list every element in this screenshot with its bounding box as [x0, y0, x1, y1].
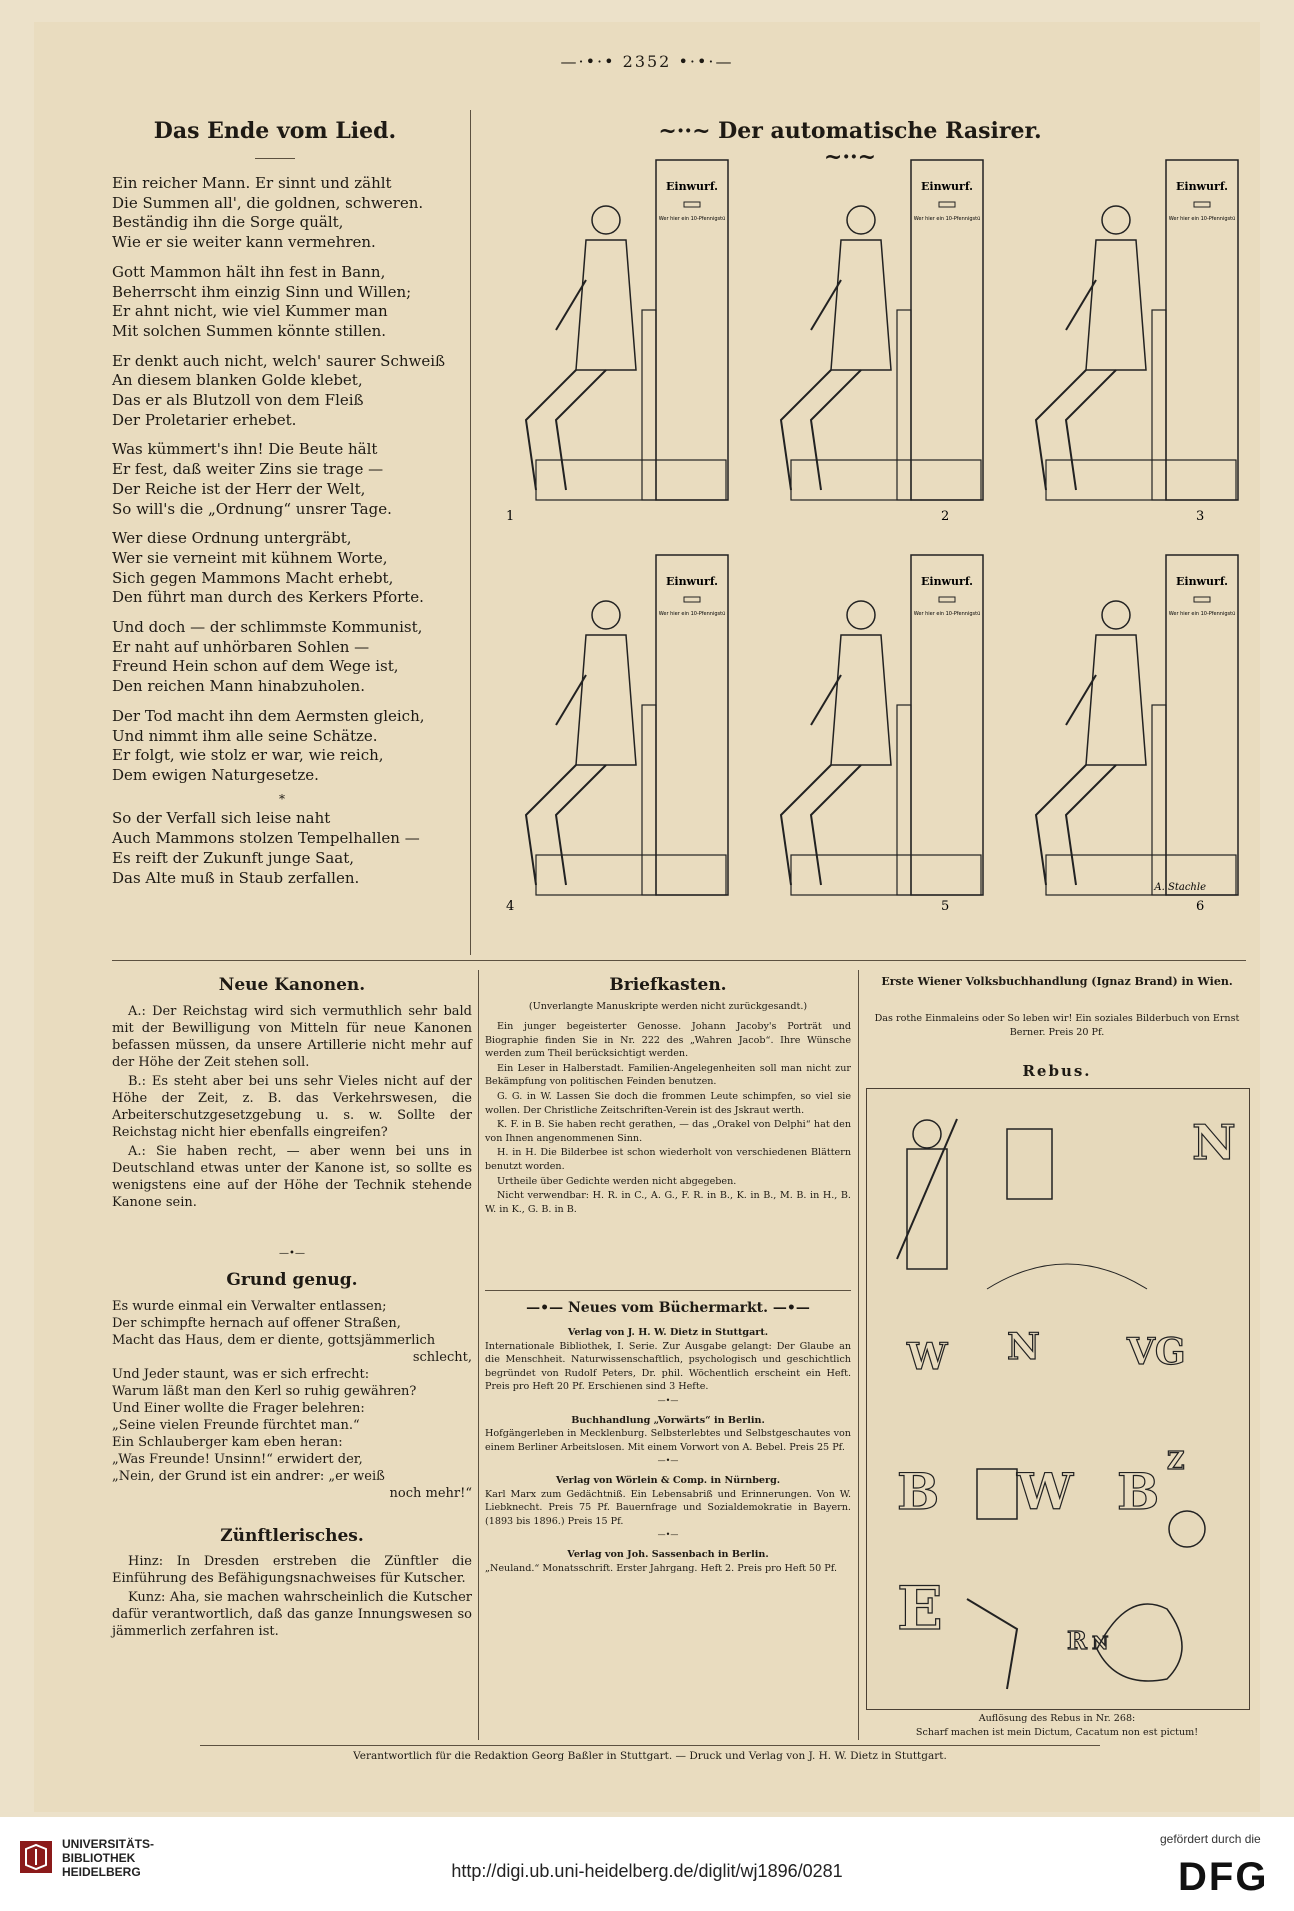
verse-line: Und Einer wollte die Frager belehren:: [112, 1401, 365, 1416]
briefkasten-body: [485, 1020, 851, 1217]
poem-separator: *: [279, 791, 285, 806]
poem-title: Das Ende vom Lied.: [153, 118, 397, 144]
verse-line: „Was Freunde! Unsinn!“ erwidert der,: [112, 1452, 363, 1467]
machine-instructions: Wer hier ein 10-Pfennigstü: [913, 216, 981, 222]
letter-entry: Ein junger begeisterter Genosse. Johann Jacoby's Porträt und Biographie finden Sie in Nr. 222 des „Wahren Jacob“. Ihre Wünsche werden zum Theil berücksichtigt werden.: [485, 1021, 851, 1060]
man-body: [831, 635, 891, 765]
man-body: [1086, 240, 1146, 370]
man-head: [1102, 601, 1130, 629]
letter-entry: H. in H. Die Bilderbee ist schon wiederholt von verschiedenen Blättern benutzt worden.: [485, 1147, 851, 1172]
paragraph: A.: Der Reichstag wird sich vermuthlich sehr bald mit der Bewilligung von Mitteln für neue Kanonen befassen müssen, da unsere Artillerie nicht mehr auf der Höhe der Zeit stehen soll.: [112, 1004, 472, 1070]
machine-instructions: Wer hier ein 10-Pfennigstü: [1168, 216, 1236, 222]
shaving-machine: [911, 160, 983, 500]
rebus-letter: Z: [1167, 1446, 1185, 1475]
machine-seat-back: [1152, 705, 1166, 895]
poem-line: Sich gegen Mammons Macht erhebt,: [112, 568, 394, 587]
rebus-letter: B: [897, 1462, 940, 1521]
rebus-letter: W: [1017, 1462, 1074, 1521]
machine-instructions: Wer hier ein 10-Pfennigstü: [658, 216, 726, 222]
man-leg: [1066, 765, 1116, 885]
zuenftler-title: Zünftlerisches.: [220, 1526, 364, 1546]
man-body: [831, 240, 891, 370]
machine-label: Einwurf.: [1176, 180, 1228, 193]
verse-line: „Seine vielen Freunde fürchtet man.“: [112, 1418, 360, 1433]
poem-line: An diesem blanken Golde klebet,: [112, 371, 363, 390]
briefkasten-subtitle: (Unverlangte Manuskripte werden nicht zurückgesandt.): [528, 1001, 808, 1012]
cartoon-panels: [476, 145, 1256, 950]
publisher-entry: „Neuland.“ Monatsschrift. Erster Jahrgang. Heft 2. Preis pro Heft 50 Pf.: [485, 1562, 838, 1574]
university-logo-text: UNIVERSITÄTS- BIBLIOTHEK HEIDELBERG: [62, 1837, 155, 1879]
soldier-figure: [907, 1149, 947, 1269]
letter-entry: Nicht verwendbar: H. R. in C., A. G., F. R. in B., K. in B., M. B. in H., B. W. in K., G. B. in B.: [485, 1190, 851, 1215]
poem-line: Auch Mammons stolzen Tempelhallen —: [112, 829, 420, 848]
man-body: [576, 240, 636, 370]
man-head: [1102, 206, 1130, 234]
poem-line: Mit solchen Summen könnte stillen.: [112, 321, 387, 340]
man-leg: [556, 370, 606, 490]
poem-line: Er fest, daß weiter Zins sie trage —: [112, 460, 384, 479]
zuenftler-body: [112, 1553, 472, 1642]
poem-line: Beständig ihn die Sorge quält,: [112, 213, 344, 232]
cartoon-title: ~··~ Der automatische Rasirer. ~··~: [658, 118, 1042, 170]
rifle: [897, 1119, 957, 1259]
panel-number: 2: [941, 509, 950, 524]
rebus-solution: Scharf machen ist mein Dictum, Cacatum non est pictum!: [915, 1727, 1199, 1738]
publisher-heading: Verlag von Wörlein & Comp. in Nürnberg.: [555, 1474, 781, 1486]
panel-number: 3: [1196, 509, 1205, 524]
publisher-entry: Karl Marx zum Gedächtniß. Ein Lebensabriß und Erinnerungen. Von W. Liebknecht. Preis 75 Pf. Bauernfrage und Sozialdemokratie in Bayern. (1893 bis 1896.) Preis 15 Pf.: [485, 1488, 851, 1527]
poem-line: Er denkt auch nicht, welch' saurer Schweiß: [112, 351, 446, 370]
rebus-solution-label: Auflösung des Rebus in Nr. 268:: [978, 1713, 1136, 1724]
verse-line: noch mehr!“: [389, 1486, 472, 1501]
letter-entry: G. G. in W. Lassen Sie doch die frommen Leute schimpfen, so viel sie wollen. Der Christliche Zeitschriften-Verein ist des Jskraut werth.: [485, 1090, 851, 1116]
poem-line: Es reift der Zukunft junge Saat,: [112, 848, 355, 867]
man-body: [576, 635, 636, 765]
machine-label: Einwurf.: [1176, 575, 1228, 588]
panel-number: 4: [506, 899, 515, 914]
publisher-heading: Buchhandlung „Vorwärts“ in Berlin.: [571, 1414, 765, 1426]
machine-seat-back: [897, 310, 911, 500]
rebus-letter: VG: [1127, 1331, 1186, 1373]
panel-number: 6: [1196, 899, 1205, 914]
cartoon-svg: [476, 145, 1256, 950]
machine-instructions: Wer hier ein 10-Pfennigstü: [1168, 611, 1236, 617]
poem-stanza: [112, 618, 452, 697]
rebus-letter: R: [1067, 1626, 1087, 1655]
poem-line: So will's die „Ordnung“ unsrer Tage.: [112, 499, 392, 518]
publisher-heading: Verlag von J. H. W. Dietz in Stuttgart.: [567, 1327, 769, 1338]
artist-signature: A. Stachle: [1154, 882, 1206, 893]
page-number: —·•·• 2352 •·•·—: [560, 52, 734, 71]
poem-stanza: [112, 707, 452, 786]
verse-line: schlecht,: [412, 1350, 472, 1365]
paragraph: Hinz: In Dresden erstreben die Zünftler die Einführung des Befähigungsnachweises für Kutscher.: [112, 1554, 472, 1586]
poem-stanza: [112, 809, 452, 888]
briefkasten-title: Briefkasten.: [609, 975, 727, 995]
rebus-letter: N: [1192, 1115, 1236, 1171]
poem-line: Und nimmt ihm alle seine Schätze.: [112, 726, 378, 745]
poem-line: Der Reiche ist der Herr der Welt,: [112, 479, 366, 498]
machine-seat-back: [642, 310, 656, 500]
man-leg: [1036, 765, 1086, 885]
publisher-entry: Hofgängerleben in Mecklenburg. Selbsterlebtes und Selbstgeschautes von einem Berliner Arbeitslosen. Mit einem Vorwort von A. Bebel. Preis 25 Pf.: [485, 1428, 851, 1453]
man-leg: [526, 765, 576, 885]
machine-seat-back: [897, 705, 911, 895]
rebus-letter: B: [1117, 1462, 1160, 1521]
imprint: Verantwortlich für die Redaktion Georg Baßler in Stuttgart. — Druck und Verlag von J. H. W. Dietz in Stuttgart.: [353, 1750, 947, 1762]
shaving-machine: [911, 555, 983, 895]
poem-line: Der Proletarier erhebet.: [112, 410, 297, 429]
wiener-text: Das rothe Einmaleins oder So leben wir! Ein soziales Bilderbuch von Ernst Berner. Preis 20 Pf.: [874, 1013, 1240, 1038]
poem-stanza: [112, 352, 452, 431]
man-leg: [781, 765, 831, 885]
publisher-entry: Internationale Bibliothek, I. Serie. Zur Ausgabe gelangt: Der Glaube an die Menschheit. Naturwissenschaftlich, psychologisch und geschichtlich begründet von Rudolf Peters, Dr. phil. Wöchentlich erscheint ein Heft. Preis pro Heft 20 Pf. Erschienen sind 3 Hefte.: [485, 1340, 851, 1393]
poem-line: Er ahnt nicht, wie viel Kummer man: [112, 302, 388, 321]
rebus-title: Rebus.: [1022, 1062, 1092, 1080]
machine-seat-back: [1152, 310, 1166, 500]
publisher-heading: Verlag von Joh. Sassenbach in Berlin.: [567, 1548, 769, 1560]
cross-box-icon: [977, 1469, 1017, 1519]
funded-by-label: gefördert durch die: [1160, 1832, 1261, 1846]
man-leg: [556, 765, 606, 885]
rebus-letter: N: [1092, 1633, 1109, 1654]
poem-line: Ein reicher Mann. Er sinnt und zählt: [112, 174, 392, 192]
verse-line: Macht das Haus, dem er diente, gottsjämmerlich: [112, 1333, 436, 1348]
verse-line: Warum läßt man den Kerl so ruhig gewähren?: [112, 1384, 417, 1399]
rebus-svg: [867, 1089, 1247, 1707]
machine-label: Einwurf.: [921, 180, 973, 193]
shaving-machine: [1166, 555, 1238, 895]
shaving-machine: [656, 160, 728, 500]
poem-line: Beherrscht ihm einzig Sinn und Willen;: [112, 282, 412, 301]
man-leg: [1036, 370, 1086, 490]
letter-entry: Ein Leser in Halberstadt. Familien-Angelegenheiten soll man nicht zur Bekämpfung von politischen Feinden benutzen.: [485, 1062, 851, 1088]
poem-line: Freund Hein schon auf dem Wege ist,: [112, 657, 399, 676]
paragraph: A.: Sie haben recht, — aber wenn bei uns in Deutschland etwas unter der Kanone ist, so sollte es wenigstens eine auf der Höhe der Technik stehende Kanone sein.: [112, 1144, 472, 1210]
poem-line: Wie er sie weiter kann vermehren.: [112, 233, 376, 252]
shaving-machine: [1166, 160, 1238, 500]
poem-line: Wer sie verneint mit kühnem Worte,: [112, 548, 388, 567]
divider: —•—: [657, 1530, 679, 1540]
verse-line: Der schimpfte hernach auf offener Straßen,: [112, 1316, 401, 1331]
clock-icon: [1169, 1511, 1205, 1547]
poem-line: Den führt man durch des Kerkers Pforte.: [112, 588, 424, 607]
grund-body: [112, 1298, 472, 1502]
poem-line: Der Tod macht ihn dem Aermsten gleich,: [112, 706, 425, 725]
kanonen-title: Neue Kanonen.: [218, 975, 366, 995]
machine-seat-back: [642, 705, 656, 895]
dfg-logo: DFG: [1178, 1855, 1269, 1899]
poem-line: Und doch — der schlimmste Kommunist,: [112, 618, 423, 637]
panel-number: 5: [941, 899, 950, 914]
man-head: [592, 601, 620, 629]
card-icon: [1007, 1129, 1052, 1199]
rebus-letter: E: [897, 1574, 943, 1644]
poem-line: So der Verfall sich leise naht: [112, 809, 331, 828]
hen-icon: [1097, 1604, 1182, 1681]
buechermarkt-title: —•— Neues vom Büchermarkt. —•—: [526, 1300, 810, 1316]
buechermarkt-body: [485, 1326, 851, 1575]
rebus-image: [866, 1088, 1250, 1710]
poem-line: Die Summen all', die goldnen, schweren.: [112, 193, 424, 212]
shaving-machine: [656, 555, 728, 895]
man-head: [592, 206, 620, 234]
machine-label: Einwurf.: [921, 575, 973, 588]
poem-line: Wer diese Ordnung untergräbt,: [112, 529, 352, 548]
poem-stanza: [112, 174, 452, 253]
poem-line: Was kümmert's ihn! Die Beute hält: [112, 440, 378, 459]
verse-line: Ein Schlauberger kam eben heran:: [112, 1435, 343, 1450]
letter-entry: K. F. in B. Sie haben recht gerathen, — das „Orakel von Delphi“ hat den von Ihnen angenommenen Sinn.: [485, 1119, 851, 1144]
panel-number: 1: [506, 509, 515, 524]
verse-line: Es wurde einmal ein Verwalter entlassen;: [112, 1299, 387, 1314]
bottle-icon: [967, 1599, 1017, 1689]
poem-stanza: [112, 263, 452, 342]
poem-line: Den reichen Mann hinabzuholen.: [112, 677, 365, 696]
divider: —•—: [657, 1456, 679, 1466]
wiener-title: Erste Wiener Volksbuchhandlung (Ignaz Brand) in Wien.: [881, 975, 1233, 988]
machine-instructions: Wer hier ein 10-Pfennigstü: [658, 611, 726, 617]
grund-title: Grund genug.: [226, 1270, 358, 1290]
man-body: [1086, 635, 1146, 765]
man-leg: [526, 370, 576, 490]
man-leg: [781, 370, 831, 490]
poem-line: Gott Mammon hält ihn fest in Bann,: [112, 262, 386, 281]
soldiers-group: [987, 1264, 1147, 1289]
poem-line: Er folgt, wie stolz er war, wie reich,: [112, 746, 384, 765]
poem-line: Das er als Blutzoll von dem Fleiß: [112, 391, 364, 410]
poem-stanza: [112, 440, 452, 519]
divider: —•—: [657, 1395, 679, 1405]
document-url[interactable]: http://digi.ub.uni-heidelberg.de/diglit/wj1896/0281: [451, 1861, 843, 1881]
man-leg: [1066, 370, 1116, 490]
kanonen-body: [112, 1003, 472, 1213]
soldier-head: [913, 1120, 941, 1148]
poem-line: Dem ewigen Naturgesetze.: [112, 765, 319, 784]
paragraph: B.: Es steht aber bei uns sehr Vieles nicht auf der Höhe der Zeit, z. B. das Verkehrswesen, die Arbeiterschutzgesetzgebung u. s. w. Sollte der Reichstag nicht hier ebenfalls eingreifen?: [112, 1074, 472, 1140]
footer-bar: [0, 1817, 1294, 1911]
rebus-letter: W: [907, 1336, 948, 1378]
poem-body: [112, 174, 452, 898]
man-leg: [811, 370, 861, 490]
letter-entry: Urtheile über Gedichte werden nicht abgegeben.: [497, 1175, 737, 1187]
poem-line: Er naht auf unhörbaren Sohlen —: [112, 637, 370, 656]
poem-stanza: [112, 529, 452, 608]
paragraph: Kunz: Aha, sie machen wahrscheinlich die Kutscher dafür verantwortlich, daß das ganze Innungswesen so jämmerlich zerfahren ist.: [112, 1590, 472, 1639]
man-head: [847, 206, 875, 234]
man-head: [847, 601, 875, 629]
machine-label: Einwurf.: [666, 180, 718, 193]
machine-instructions: Wer hier ein 10-Pfennigstü: [913, 611, 981, 617]
rebus-letter: N: [1007, 1326, 1040, 1368]
verse-line: „Nein, der Grund ist ein andrer: „er weiß: [112, 1469, 385, 1484]
verse-line: Und Jeder staunt, was er sich erfrecht:: [112, 1367, 370, 1382]
poem-line: Das Alte muß in Staub zerfallen.: [112, 868, 360, 887]
machine-label: Einwurf.: [666, 575, 718, 588]
man-leg: [811, 765, 861, 885]
